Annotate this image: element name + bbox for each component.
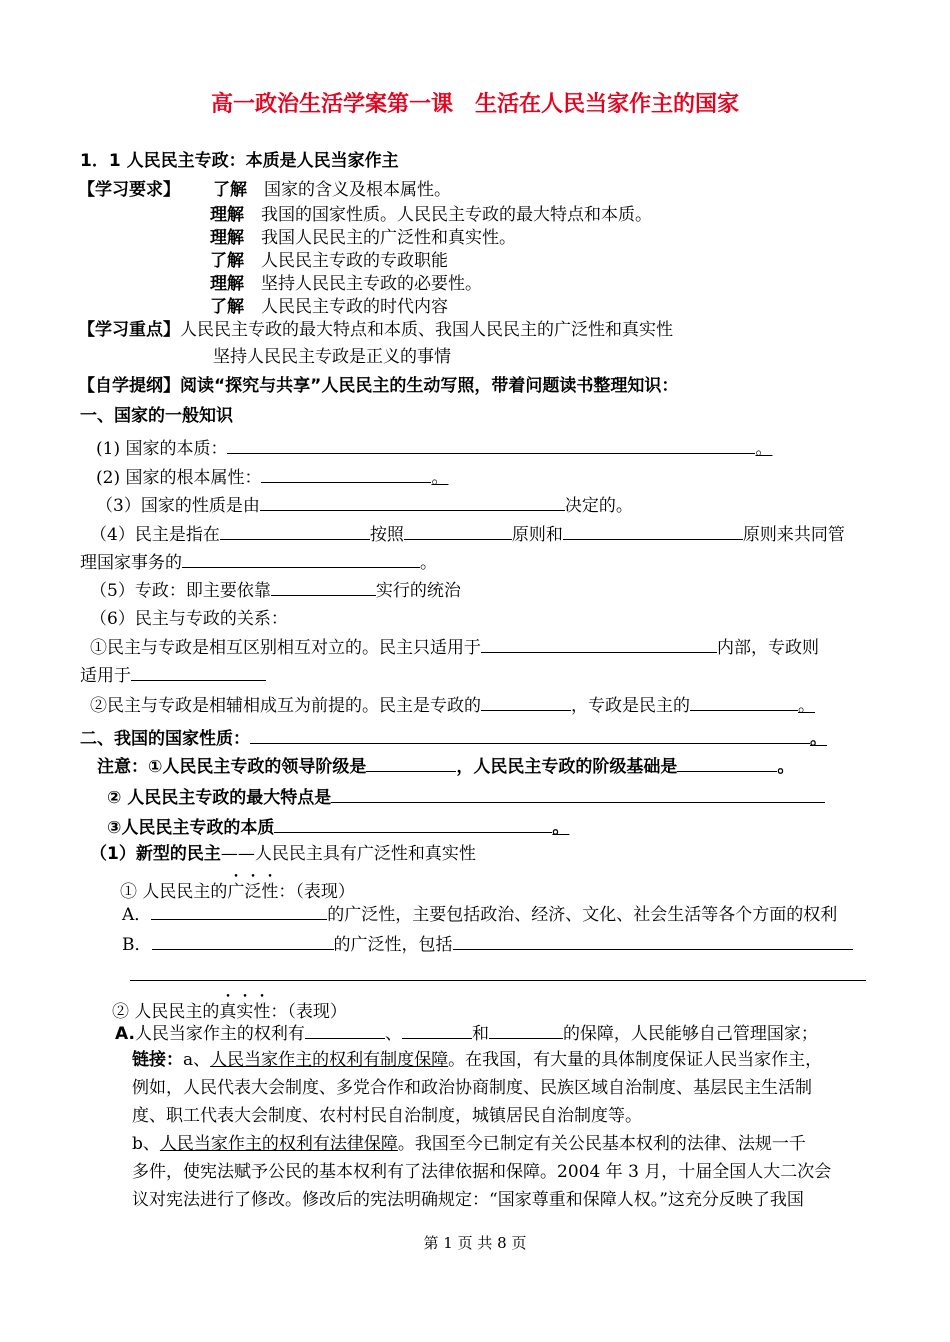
blank-field[interactable]	[151, 903, 327, 920]
focus-line-2: 坚持人民民主专政是正义的事情	[213, 347, 451, 367]
link-a-line-3: 度、职工代表大会制度、农村村民自治制度，城镇居民自治制度等。	[132, 1106, 642, 1126]
q3-line: （3）国家的性质是由 决定的。	[96, 496, 633, 516]
link-b-line-2: 多件，使宪法赋予公民的基本权利有了法律依据和保障。2004 年 3 月，十届全国人大二次会	[132, 1162, 832, 1182]
note-line: 注意：①人民民主专政的领导阶级是 ，人民民主专政的阶级基础是 。	[97, 757, 795, 777]
q6-line: （6）民主与专政的关系：	[90, 609, 288, 629]
truth-A-line: A.人民当家作主的权利有 、 和 的保障，人民能够自己管理国家；	[115, 1024, 818, 1044]
q2-line: (2) 国家的根本属性： 。	[96, 468, 449, 488]
blank-field[interactable]	[331, 786, 825, 803]
blank-field[interactable]	[227, 437, 755, 454]
requirement-item: 理解 我国的国家性质。人民民主专政的最大特点和本质。	[210, 205, 652, 225]
truth-line: ② 人民民主的真实性：（表现）	[112, 1002, 347, 1022]
blank-full-line[interactable]	[130, 980, 866, 981]
blank-field[interactable]	[274, 816, 552, 833]
part2-heading: 二、我国的国家性质： 。	[80, 729, 827, 749]
requirement-item: 了解 人民民主专政的专政职能	[210, 251, 448, 271]
blank-field[interactable]	[182, 551, 420, 568]
breadth-A-line: A． 的广泛性，主要包括政治、经济、文化、社会生活等各个方面的权利	[122, 905, 838, 925]
page-footer: 第 1 页 共 8 页	[423, 1234, 527, 1252]
blank-field[interactable]	[677, 755, 777, 772]
requirement-item: 了解 人民民主专政的时代内容	[210, 297, 448, 317]
note-3-line: ③人民民主专政的本质 。	[107, 818, 570, 838]
blank-field[interactable]	[305, 1022, 385, 1039]
note-2-line: ② 人民民主专政的最大特点是	[107, 786, 825, 809]
blank-field[interactable]	[690, 694, 798, 711]
blank-field[interactable]	[404, 523, 512, 540]
q6-1-line-2: 适用于	[80, 664, 266, 687]
requirement-item: 理解 我国人民民主的广泛性和真实性。	[210, 228, 516, 248]
link-a-line-2: 例如，人民代表大会制度、多党合作和政治协商制度、民族区域自治制度、基层民主生活制	[132, 1078, 812, 1098]
q1-line: (1) 国家的本质： 。	[96, 439, 773, 459]
link-a-line: 链接：a、人民当家作主的权利有制度保障。在我国，有大量的具体制度保证人民当家作主，	[132, 1050, 823, 1070]
blank-field[interactable]	[271, 579, 376, 596]
requirement-item: 了解 国家的含义及根本属性。	[213, 180, 451, 200]
link-b-line-3: 议对宪法进行了修改。修改后的宪法明确规定：“国家尊重和保障人权。”这充分反映了我国	[132, 1190, 804, 1210]
q4-line: （4）民主是指在 按照 原则和 原则来共同管	[90, 525, 845, 545]
q6-1-line: ①民主与专政是相互区别相互对立的。民主只适用于 内部，专政则	[90, 638, 819, 658]
blank-field[interactable]	[481, 636, 717, 653]
blank-field[interactable]	[481, 694, 571, 711]
breadth-B-line: B． 的广泛性，包括	[122, 933, 853, 956]
blank-field[interactable]	[261, 466, 431, 483]
blank-field[interactable]	[220, 523, 370, 540]
requirement-item: 理解 坚持人民民主专政的必要性。	[210, 274, 482, 294]
blank-field[interactable]	[402, 1022, 472, 1039]
blank-field[interactable]	[563, 523, 743, 540]
blank-field[interactable]	[250, 727, 810, 744]
requirements-label: 【学习要求】	[78, 180, 180, 200]
blank-field[interactable]	[489, 1022, 563, 1039]
q4-line-2: 理国家事务的 。	[80, 553, 437, 573]
focus-line-1: 【学习重点】人民民主专政的最大特点和本质、我国人民民主的广泛性和真实性	[78, 320, 673, 340]
link-b-line: b、人民当家作主的权利有法律保障。我国至今已制定有关公民基本权利的法律、法规一千	[132, 1134, 806, 1154]
blank-field[interactable]	[260, 494, 565, 511]
outline-line: 【自学提纲】阅读“探究与共享”人民民主的生动写照，带着问题读书整理知识：	[78, 376, 679, 396]
breadth-line: ① 人民民主的广泛性：（表现）	[120, 882, 355, 902]
q5-line: （5）专政：即主要依靠 实行的统治	[90, 581, 461, 601]
blank-field[interactable]	[453, 933, 853, 950]
blank-field[interactable]	[131, 664, 266, 681]
part1-heading: 一、国家的一般知识	[80, 406, 233, 426]
new-democracy-line: （1）新型的民主——人民民主具有广泛性和真实性	[90, 844, 476, 864]
blank-field[interactable]	[152, 933, 334, 950]
section-heading-1-1: 1．1 人民民主专政：本质是人民当家作主	[80, 151, 399, 171]
q6-2-line: ②民主与专政是相辅相成互为前提的。民主是专政的 ，专政是民主的 。	[90, 696, 815, 716]
page-title: 高一政治生活学案第一课 生活在人民当家作主的国家	[210, 92, 739, 117]
blank-field[interactable]	[366, 755, 456, 772]
